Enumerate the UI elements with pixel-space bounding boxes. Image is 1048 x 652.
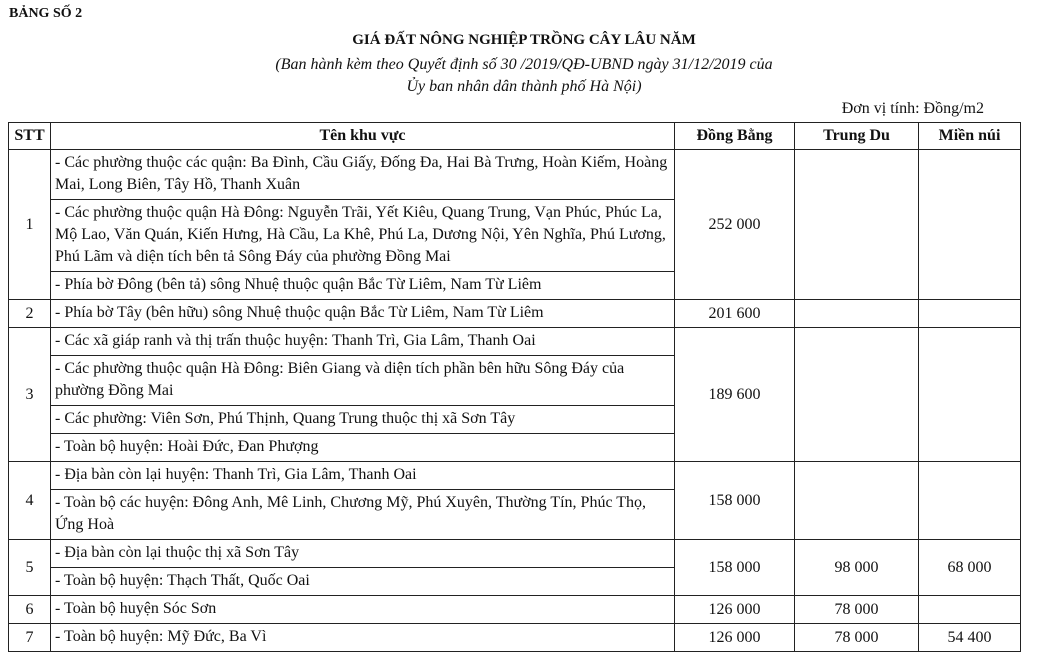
subtitle-line-2: Ủy ban nhân dân thành phố Hà Nội) <box>406 78 642 95</box>
area-description: - Toàn bộ huyện: Thạch Thất, Quốc Oai <box>55 572 310 589</box>
row-areas <box>51 150 675 300</box>
price-mien-nui <box>919 300 1021 328</box>
price-mien-nui <box>919 328 1021 462</box>
price-trung-du <box>795 462 919 540</box>
header-dong-bang: Đồng Bằng <box>675 123 795 150</box>
table-body <box>9 150 1021 652</box>
price-mien-nui: 68 000 <box>919 540 1021 596</box>
price-mien-nui <box>919 462 1021 540</box>
price-dong-bang: 158 000 <box>675 540 795 596</box>
price-mien-nui <box>919 150 1021 300</box>
area-description: - Toàn bộ huyện Sóc Sơn <box>55 600 217 617</box>
table-header-row <box>9 123 1021 150</box>
document-title: GIÁ ĐẤT NÔNG NGHIỆP TRỒNG CÂY LÂU NĂM <box>352 32 696 48</box>
price-dong-bang: 126 000 <box>675 624 795 652</box>
price-dong-bang: 201 600 <box>675 300 795 328</box>
table-row <box>9 540 1021 596</box>
price-trung-du: 78 000 <box>795 596 919 624</box>
header-mien-nui: Miền núi <box>919 123 1021 150</box>
price-trung-du: 78 000 <box>795 624 919 652</box>
price-trung-du <box>795 328 919 462</box>
table-row <box>9 596 1021 624</box>
header-trung-du: Trung Du <box>795 123 919 150</box>
table-row <box>9 462 1021 540</box>
area-description: - Địa bàn còn lại thuộc thị xã Sơn Tây <box>51 540 674 568</box>
row-stt: 3 <box>9 328 51 462</box>
row-areas <box>51 624 675 652</box>
table-row <box>9 328 1021 462</box>
subtitle-line-1: (Ban hành kèm theo Quyết định số 30 /2019/QĐ-UBND ngày 31/12/2019 của <box>275 56 773 73</box>
table-number-label: BẢNG SỐ 2 <box>9 6 83 21</box>
table-row <box>9 624 1021 652</box>
row-stt: 5 <box>9 540 51 596</box>
header-stt: STT <box>9 123 51 150</box>
row-areas <box>51 596 675 624</box>
price-trung-du <box>795 150 919 300</box>
price-mien-nui <box>919 596 1021 624</box>
row-stt: 7 <box>9 624 51 652</box>
row-areas <box>51 540 675 596</box>
area-description: - Toàn bộ huyện: Hoài Đức, Đan Phượng <box>55 438 319 455</box>
area-description: - Các xã giáp ranh và thị trấn thuộc huyện: Thanh Trì, Gia Lâm, Thanh Oai <box>51 328 674 356</box>
row-stt: 6 <box>9 596 51 624</box>
price-dong-bang: 126 000 <box>675 596 795 624</box>
area-description: - Các phường thuộc quận Hà Đông: Biên Giang và diện tích phần bên hữu Sông Đáy của phường Đồng Mai <box>51 356 674 406</box>
area-description: - Các phường thuộc các quận: Ba Đình, Cầu Giấy, Đống Đa, Hai Bà Trưng, Hoàn Kiếm, Hoàng Mai, Long Biên, Tây Hồ, Thanh Xuân <box>51 150 674 200</box>
row-areas <box>51 328 675 462</box>
price-dong-bang: 158 000 <box>675 462 795 540</box>
row-areas <box>51 462 675 540</box>
land-price-table <box>8 122 1021 652</box>
price-mien-nui: 54 400 <box>919 624 1021 652</box>
row-stt: 1 <box>9 150 51 300</box>
area-description: - Toàn bộ các huyện: Đông Anh, Mê Linh, Chương Mỹ, Phú Xuyên, Thường Tín, Phúc Thọ, Ứng Hoà <box>55 494 647 533</box>
unit-label: Đơn vị tính: Đồng/m2 <box>841 100 984 117</box>
document-subtitle <box>0 54 1048 98</box>
area-description: - Địa bàn còn lại huyện: Thanh Trì, Gia Lâm, Thanh Oai <box>51 462 674 490</box>
table-row <box>9 150 1021 300</box>
header-area: Tên khu vực <box>51 123 675 150</box>
price-dong-bang: 252 000 <box>675 150 795 300</box>
row-stt: 4 <box>9 462 51 540</box>
price-dong-bang: 189 600 <box>675 328 795 462</box>
area-description: - Toàn bộ huyện: Mỹ Đức, Ba Vì <box>55 628 267 645</box>
area-description: - Các phường thuộc quận Hà Đông: Nguyễn Trãi, Yết Kiêu, Quang Trung, Vạn Phúc, Phúc La, Mộ Lao, Văn Quán, Kiến Hưng, Hà Cầu, La Khê, Phú La, Dương Nội, Yên Nghĩa, Phú Lương, Phú Lãm và diện tích bên tả Sông Đáy của phường Đồng Mai <box>51 200 674 272</box>
row-areas <box>51 300 675 328</box>
table-row <box>9 300 1021 328</box>
area-description: - Phía bờ Đông (bên tả) sông Nhuệ thuộc quận Bắc Từ Liêm, Nam Từ Liêm <box>55 276 542 293</box>
area-description: - Phía bờ Tây (bên hữu) sông Nhuệ thuộc quận Bắc Từ Liêm, Nam Từ Liêm <box>55 304 544 321</box>
price-trung-du: 98 000 <box>795 540 919 596</box>
area-description: - Các phường: Viên Sơn, Phú Thịnh, Quang Trung thuộc thị xã Sơn Tây <box>51 406 674 434</box>
price-trung-du <box>795 300 919 328</box>
row-stt: 2 <box>9 300 51 328</box>
